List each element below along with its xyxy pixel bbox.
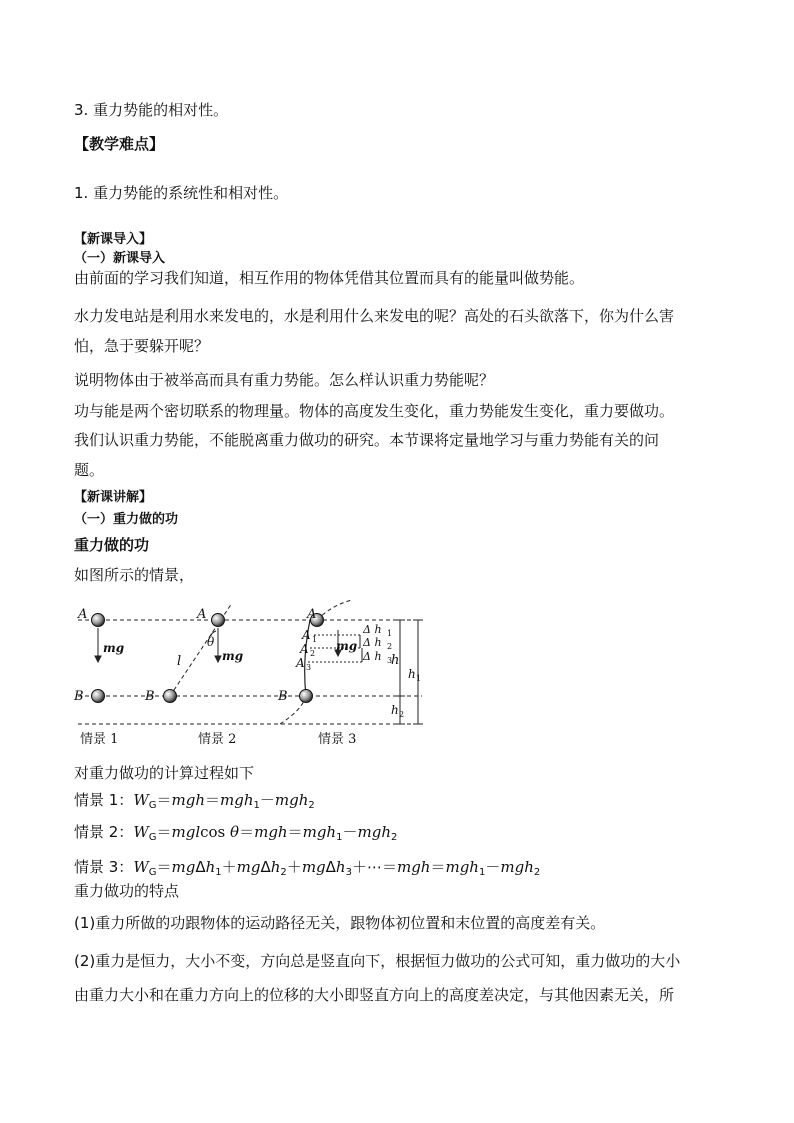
label-a3: A: [296, 656, 305, 670]
feature-1: (1)重力所做的功跟物体的运动路径无关，跟物体初位置和末位置的高度差有关。: [74, 914, 606, 932]
label-a2: A: [300, 642, 309, 656]
list-item-difficulty: 1. 重力势能的系统性和相对性。: [74, 184, 289, 202]
caption-scene-1: 情景 1: [80, 732, 119, 747]
subheading-intro: （一）新课导入: [74, 251, 166, 266]
section-heading-lecture: 【新课讲解】: [74, 490, 153, 505]
ball-b1: [92, 690, 105, 703]
paragraph-work-energy-1: 功与能是两个密切联系的物理量。物体的高度发生变化，重力势能发生变化，重力要做功。: [74, 402, 675, 420]
section-heading-intro: 【新课导入】: [74, 232, 153, 247]
formula-scene-3: 情景 3：$W_G=mg\Delta h_1+mg\Delta h_2+mg\Delta h_3+\cdots=mgh=mgh_1-mgh_2$: [74, 858, 541, 878]
ball-b2: [164, 690, 177, 703]
paragraph-calculation: 对重力做功的计算过程如下: [74, 764, 255, 782]
label-a1-sub: 1: [312, 635, 318, 644]
subheading-gravity-work: （一）重力做的功: [74, 512, 179, 527]
label-dh3: Δ h: [363, 650, 382, 663]
label-h1-sub: 1: [416, 674, 422, 683]
label-a3-sub: 3: [306, 663, 312, 672]
heading-work-features: 重力做功的特点: [74, 882, 180, 900]
paragraph-work-energy-3: 题。: [74, 461, 105, 479]
paragraph-figure-intro: 如图所示的情景，: [74, 566, 195, 584]
label-h2: h: [391, 703, 399, 717]
label-h: h: [391, 653, 400, 668]
label-mg-2: mg: [222, 649, 244, 663]
paragraph-hydropower-2: 怕，急于要躲开呢？: [74, 337, 210, 355]
label-dh1-sub: 1: [387, 629, 393, 638]
label-l: l: [177, 654, 182, 669]
feature-2-line-1: (2)重力是恒力，大小不变，方向总是竖直向下，根据恒力做功的公式可知，重力做功的大小: [74, 952, 681, 970]
formula-label-1: 情景 1：: [74, 791, 134, 809]
ball-a1: [92, 614, 105, 627]
label-a2-sub: 2: [310, 649, 316, 658]
label-a-2: A: [197, 607, 207, 622]
label-h2-sub: 2: [399, 710, 405, 719]
label-a-3: A: [307, 607, 317, 622]
formula-label-3: 情景 3：: [74, 858, 134, 876]
title-gravity-work: 重力做的功: [74, 536, 150, 554]
label-theta: θ: [207, 635, 215, 649]
gravity-work-figure: [70, 600, 430, 752]
section-heading-difficulty: 【教学难点】: [74, 135, 165, 153]
label-mg-3: mg: [336, 639, 358, 653]
formula-scene-2: 情景 2：$W_G=mglcos$ θ＝mgh＝mgh$_1$－mgh$_2$: [74, 823, 398, 843]
ball-a2: [212, 614, 225, 627]
label-b-2: B: [145, 689, 155, 704]
paragraph-hydropower-1: 水力发电站是利用水来发电的，水是利用什么来发电的呢？高处的石头欲落下，你为什么害: [74, 307, 675, 325]
label-mg-1: mg: [103, 641, 125, 655]
formula-scene-1: 情景 1：$W_G=mgh=mgh_1-mgh_2$: [74, 791, 315, 811]
label-a1: A: [302, 628, 311, 642]
caption-scene-2: 情景 2: [198, 732, 237, 747]
paragraph-potential-energy: 由前面的学习我们知道，相互作用的物体凭借其位置而具有的能量叫做势能。: [74, 269, 585, 287]
label-dh2: Δ h: [363, 636, 382, 649]
paragraph-work-energy-2: 我们认识重力势能，不能脱离重力做功的研究。本节课将定量地学习与重力势能有关的问: [74, 431, 660, 449]
ball-b3: [300, 690, 313, 703]
label-a-1: A: [78, 607, 88, 622]
list-item-relativity: 3. 重力势能的相对性。: [74, 101, 229, 119]
label-b-3: B: [278, 689, 288, 704]
caption-scene-3: 情景 3: [318, 732, 357, 747]
formula-label-2: 情景 2：: [74, 823, 134, 841]
label-h1: h: [408, 667, 416, 681]
label-dh3-sub: 3: [387, 656, 393, 665]
label-dh1: Δ h: [363, 623, 382, 636]
label-b-1: B: [74, 689, 84, 704]
feature-2-line-2: 由重力大小和在重力方向上的位移的大小即竖直方向上的高度差决定，与其他因素无关，所: [74, 986, 675, 1004]
paragraph-gravity-energy: 说明物体由于被举高而具有重力势能。怎么样认识重力势能呢？: [74, 371, 495, 389]
label-dh2-sub: 2: [387, 642, 393, 651]
